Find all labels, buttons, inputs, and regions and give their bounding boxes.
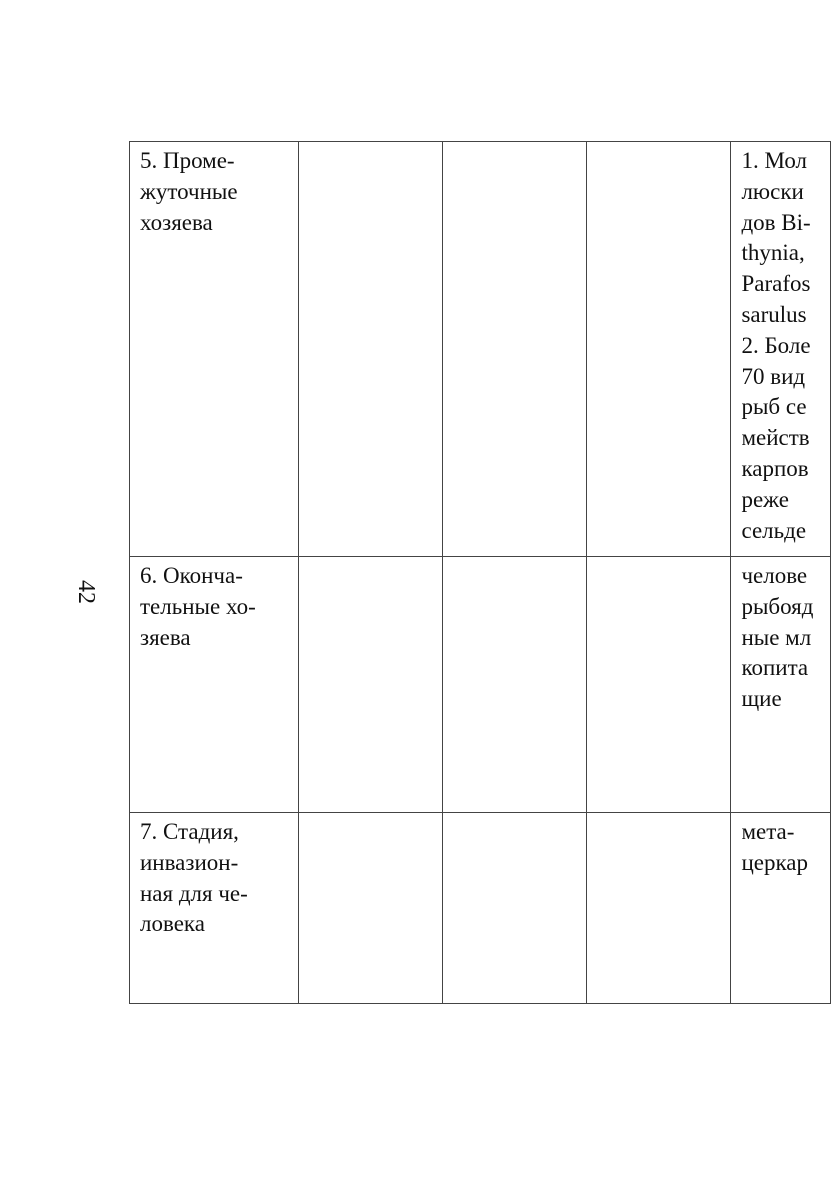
empty-cell bbox=[587, 813, 731, 1004]
page-number: 42 bbox=[73, 580, 99, 604]
parasite-table bbox=[129, 141, 831, 1004]
table-row-intermediate-hosts bbox=[130, 142, 831, 557]
row-label: 5. Проме- жуточные хозяева bbox=[140, 148, 238, 235]
row-label: 7. Стадия, инвазион- ная для че- ловека bbox=[140, 819, 248, 937]
row-label-cell bbox=[130, 813, 299, 1004]
content-cell bbox=[731, 142, 831, 557]
row-label-cell bbox=[130, 557, 299, 813]
empty-cell bbox=[298, 557, 442, 813]
empty-cell bbox=[443, 557, 587, 813]
cell-value: мета- церкар bbox=[741, 819, 809, 875]
empty-cell bbox=[443, 142, 587, 557]
content-cell bbox=[731, 557, 831, 813]
empty-cell bbox=[587, 557, 731, 813]
content-cell bbox=[731, 813, 831, 1004]
cell-value: 1. Мол люски дов Bi- thynia, Parafos sarulus 2. Боле 70 вид рыб се мейств карпов реже сельде bbox=[741, 148, 811, 543]
table-row-definitive-hosts bbox=[130, 557, 831, 813]
empty-cell bbox=[298, 813, 442, 1004]
empty-cell bbox=[298, 142, 442, 557]
row-label: 6. Оконча- тельные хо- зяева bbox=[140, 563, 256, 650]
empty-cell bbox=[587, 142, 731, 557]
cell-value: челове рыбояд ные мл копита щие bbox=[741, 563, 814, 712]
table-row-invasive-stage bbox=[130, 813, 831, 1004]
empty-cell bbox=[443, 813, 587, 1004]
row-label-cell bbox=[130, 142, 299, 557]
